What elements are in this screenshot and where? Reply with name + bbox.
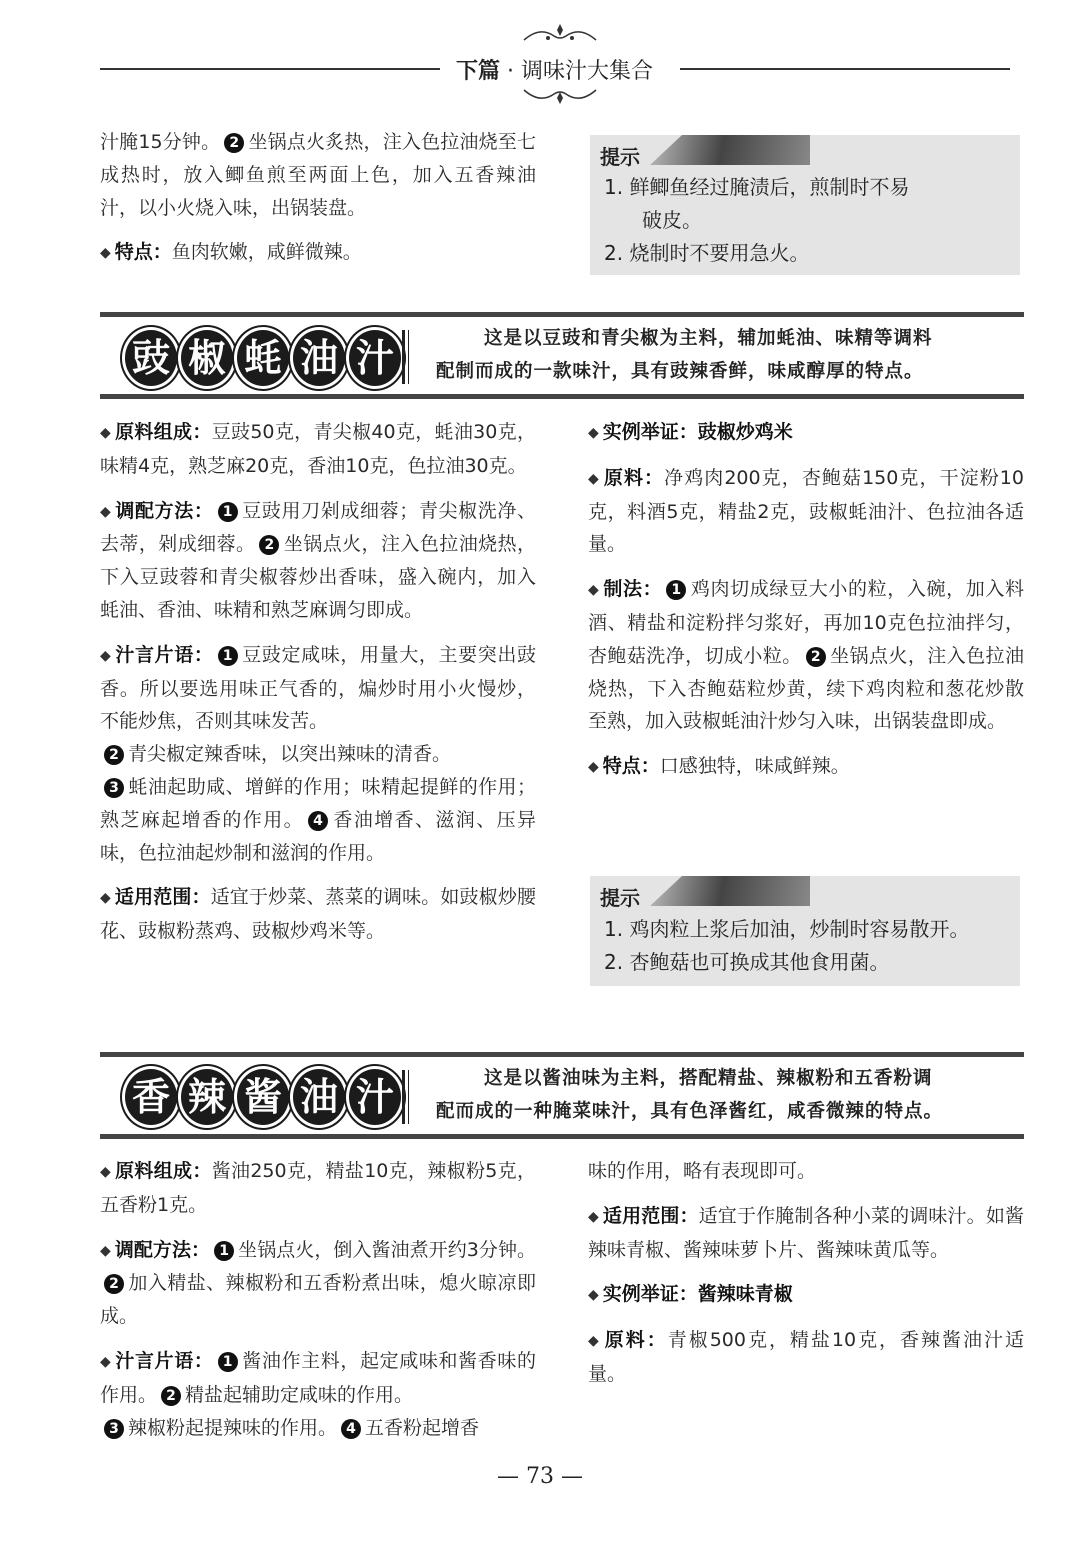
section1-divider bbox=[408, 330, 409, 384]
diamond-icon: ◆ bbox=[100, 647, 111, 664]
ingredients: ◆ 原料组成：酱油250克，精盐10克，辣椒粉5克，五香粉1克。 bbox=[100, 1155, 536, 1222]
section1-rule-top bbox=[100, 312, 1024, 317]
tip-stripe bbox=[650, 135, 810, 165]
diamond-icon: ◆ bbox=[100, 890, 111, 907]
title-char: 油 bbox=[290, 327, 348, 389]
header-dot: · bbox=[507, 59, 515, 84]
section2-divider bbox=[408, 1070, 409, 1124]
title-char: 椒 bbox=[178, 327, 236, 389]
diamond-icon: ◆ bbox=[100, 1164, 111, 1180]
tip-item: 1. 鸡肉粒上浆后加油，炒制时容易散开。 bbox=[604, 917, 970, 941]
tip-item: 2. 杏鲍菇也可换成其他食用菌。 bbox=[604, 950, 890, 974]
section1-rule-bottom bbox=[100, 394, 1024, 399]
section1-left-column bbox=[100, 416, 536, 948]
step-number: 2 bbox=[806, 647, 826, 667]
step-number: 1 bbox=[666, 580, 686, 600]
step-number: 3 bbox=[104, 778, 124, 798]
tip-item: 1. 鲜鲫鱼经过腌渍后，煎制时不易 bbox=[604, 175, 910, 199]
tip-stripe bbox=[650, 876, 810, 906]
tips: ◆ 汁言片语： 1 酱油作主料，起定咸味和酱香味的作用。 2 精盐起辅助定咸味的作用。 3 辣椒粉起提辣味的作用。 4 五香粉起增香 bbox=[100, 1345, 536, 1444]
section2-rule-bottom bbox=[100, 1134, 1024, 1139]
step-number: 2 bbox=[224, 133, 244, 153]
method: ◆ 调配方法： 1 豆豉用刀剁成细蓉；青尖椒洗净、去蒂，剁成细蓉。 2 坐锅点火，注入色拉油烧热，下入豆豉蓉和青尖椒蓉炒出香味，盛入碗内，加入蚝油、香油、味精和熟芝麻调匀即成。 bbox=[100, 495, 536, 627]
title-char: 香 bbox=[122, 1066, 180, 1128]
title-char: 汁 bbox=[346, 1066, 404, 1128]
title-char: 油 bbox=[290, 1066, 348, 1128]
title-char: 汁 bbox=[346, 327, 404, 389]
diamond-icon: ◆ bbox=[588, 470, 599, 487]
continued-text: 味的作用，略有表现即可。 bbox=[588, 1160, 817, 1182]
step-number: 4 bbox=[308, 811, 328, 831]
header-rule-left bbox=[100, 68, 440, 70]
section1-desc-line1: 这是以豆豉和青尖椒为主料，辅加蚝油、味精等调料 bbox=[484, 328, 933, 349]
diamond-icon: ◆ bbox=[100, 245, 111, 262]
step-number: 4 bbox=[341, 1419, 361, 1439]
ingredients: ◆ 原料组成：豆豉50克，青尖椒40克，蚝油30克，味精4克，熟芝麻20克，香油10克，色拉油30克。 bbox=[100, 416, 536, 483]
step-number: 2 bbox=[104, 1274, 124, 1294]
tip-box-top bbox=[590, 135, 1020, 275]
scope: ◆ 适用范围：适宜于作腌制各种小菜的调味汁。如酱辣味青椒、酱辣味萝卜片、酱辣味黄瓜等。 bbox=[588, 1200, 1024, 1267]
section2-right-column bbox=[588, 1155, 1024, 1391]
title-char: 豉 bbox=[122, 327, 180, 389]
tip-item: 2. 烧制时不要用急火。 bbox=[604, 241, 810, 265]
diamond-icon: ◆ bbox=[588, 1333, 599, 1350]
step-number: 1 bbox=[218, 1352, 238, 1372]
step-number: 2 bbox=[161, 1386, 181, 1406]
example-method: ◆ 制法： 1 鸡肉切成绿豆大小的粒，入碗，加入料酒、精盐和淀粉拌匀浆好，再加10克色拉油拌匀，杏鲍菇洗净，切成小粒。 2 坐锅点火，注入色拉油烧热，下入杏鲍菇粒炒黄，续下鸡肉粒和葱花炒散至熟，加入豉椒蚝油汁炒匀入味，出锅装盘即成。 bbox=[588, 573, 1024, 738]
header-rule-right bbox=[680, 68, 1010, 70]
step-number: 2 bbox=[259, 535, 279, 555]
diamond-icon: ◆ bbox=[588, 425, 599, 441]
tips: ◆ 汁言片语： 1 豆豉定咸味，用量大，主要突出豉香。所以要选用味正气香的，煸炒时用小火慢炒，不能炒焦，否则其味发苦。 2 青尖椒定辣香味，以突出辣味的清香。 3 蚝油起助咸、增鲜的作用；味精起提鲜的作用；熟芝麻起增香的作用。 4 香油增香、滋润、压异味，色拉油起炒制和滋润的作用。 bbox=[100, 639, 536, 870]
diamond-icon: ◆ bbox=[588, 759, 599, 776]
scope: ◆ 适用范围：适宜于炒菜、蒸菜的调味。如豉椒炒腰花、豉椒粉蒸鸡、豉椒炒鸡米等。 bbox=[100, 881, 536, 948]
example-feature: ◆ 特点：口感独特，味咸鲜辣。 bbox=[588, 750, 1024, 784]
section2-title bbox=[122, 1066, 402, 1130]
top-paragraph: 汁腌15分钟。 2 坐锅点火炙热，注入色拉油烧至七成热时，放入鲫鱼煎至两面上色，加入五香辣油汁，以小火烧入味，出锅装盘。 bbox=[100, 131, 536, 219]
tip-title: 提示 bbox=[600, 886, 640, 910]
title-char: 蚝 bbox=[234, 327, 292, 389]
section1-title bbox=[122, 327, 402, 391]
diamond-icon: ◆ bbox=[100, 425, 111, 441]
header-part: 下篇 bbox=[456, 59, 501, 84]
title-char: 辣 bbox=[178, 1066, 236, 1128]
section1-desc-line2: 配制而成的一款味汁，具有豉辣香鲜，味咸醇厚的特点。 bbox=[436, 361, 924, 382]
top-left-column bbox=[100, 126, 536, 270]
tip-item: 破皮。 bbox=[642, 208, 702, 232]
diamond-icon: ◆ bbox=[588, 1208, 599, 1225]
top-feature: ◆ 特点：鱼肉软嫩，咸鲜微辣。 bbox=[100, 236, 536, 270]
example-title: ◆ 实例举证：豉椒炒鸡米 bbox=[588, 416, 1024, 450]
step-number: 1 bbox=[214, 1241, 234, 1261]
section2-left-column bbox=[100, 1155, 536, 1444]
section2-desc-line1: 这是以酱油味为主料，搭配精盐、辣椒粉和五香粉调 bbox=[484, 1068, 933, 1089]
tip-title: 提示 bbox=[600, 145, 640, 169]
step-number: 1 bbox=[218, 646, 238, 666]
page-number: — 73 — bbox=[497, 1464, 583, 1489]
header-ornament-bottom bbox=[520, 84, 600, 108]
section1-divider bbox=[402, 330, 405, 384]
diamond-icon: ◆ bbox=[100, 503, 111, 520]
step-number: 3 bbox=[104, 1419, 124, 1439]
example-title: ◆ 实例举证：酱辣味青椒 bbox=[588, 1278, 1024, 1312]
diamond-icon: ◆ bbox=[588, 582, 599, 599]
section2-desc-line2: 配而成的一种腌菜味汁，具有色泽酱红，咸香微辣的特点。 bbox=[436, 1101, 944, 1122]
tip-box-section1 bbox=[590, 876, 1020, 986]
diamond-icon: ◆ bbox=[588, 1287, 599, 1304]
step-number: 1 bbox=[218, 502, 238, 522]
header-title bbox=[456, 54, 653, 85]
diamond-icon: ◆ bbox=[100, 1242, 111, 1259]
title-char: 酱 bbox=[234, 1066, 292, 1128]
header-ornament-top bbox=[520, 20, 600, 48]
header-chapter: 调味汁大集合 bbox=[521, 59, 654, 84]
section2-rule-top bbox=[100, 1052, 1024, 1057]
diamond-icon: ◆ bbox=[100, 1353, 111, 1370]
section2-divider bbox=[402, 1070, 405, 1124]
example-ingredients: ◆ 原料：净鸡肉200克，杏鲍菇150克，干淀粉10克，料酒5克，精盐2克，豉椒蚝油汁、色拉油各适量。 bbox=[588, 462, 1024, 561]
step-number: 2 bbox=[104, 745, 124, 765]
example-ingredients: ◆ 原料：青椒500克，精盐10克，香辣酱油汁适量。 bbox=[588, 1324, 1024, 1391]
method: ◆ 调配方法： 1 坐锅点火，倒入酱油煮开约3分钟。2 加入精盐、辣椒粉和五香粉煮出味，熄火晾凉即成。 bbox=[100, 1234, 536, 1333]
section1-right-column bbox=[588, 416, 1024, 784]
